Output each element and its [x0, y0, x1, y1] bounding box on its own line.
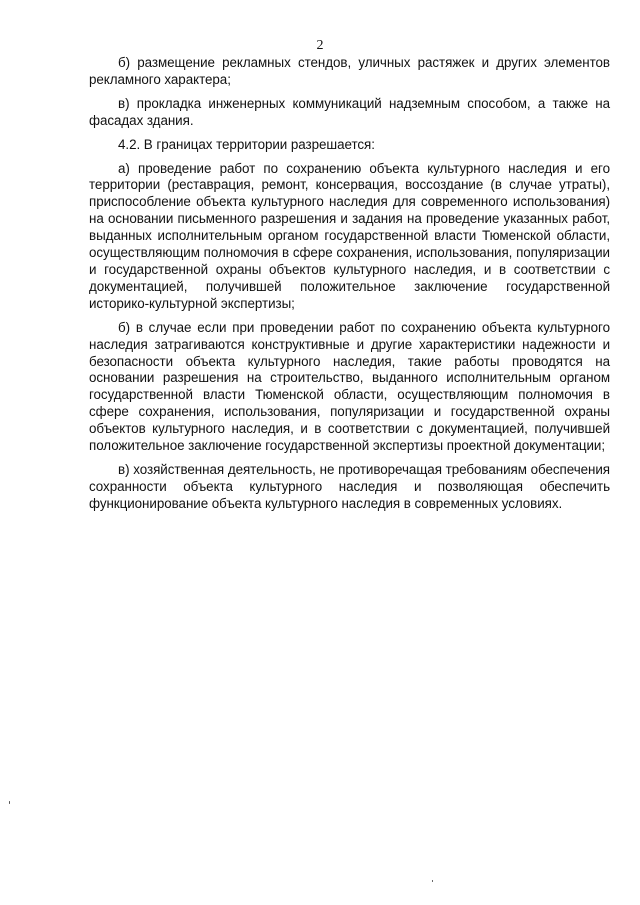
paragraph-a-preservation-works: а) проведение работ по сохранению объекта культурного наследия и его территории (реставрация, ремонт, консервация, воссоздание (в случае утраты), приспособление объекта культурного наследия для современного использования) на основании письменного разрешения и задания на проведение указанных работ, выданных исполнительным органом государственной власти Тюменской области, осуществляющим полномочия в сфере сохранения, использования, популяризации и государственной охраны объектов культурного наследия, и в соответствии с документацией, получившей положительное заключение государственной историко-культурной экспертизы; — [89, 160, 610, 311]
paragraph-6v-utilities: в) прокладка инженерных коммуникаций надземным способом, а также на фасадах здания. — [89, 95, 610, 128]
document-body — [89, 55, 610, 520]
paragraph-6b-advertising: б) размещение рекламных стендов, уличных растяжек и других элементов рекламного характера; — [89, 55, 610, 87]
scan-mark-bottom — [432, 880, 433, 882]
paragraph-4-2-heading: 4.2. В границах территории разрешается: — [118, 136, 375, 152]
paragraph-b-construction-permit: б) в случае если при проведении работ по сохранению объекта культурного наследия затрагиваются конструктивные и другие характеристики надежности и безопасности объекта культурного наследия, такие работы проводятся на основании разрешения на строительство, выданного исполнительным органом государственной власти Тюменской области, осуществляющим полномочия в сфере сохранения, использования, популяризации и государственной охраны объектов культурного наследия, и в соответствии с документацией, получившей положительное заключение государственной экспертизы проектной документации; — [89, 319, 610, 454]
page-number: 2 — [316, 38, 324, 53]
scan-mark-left — [9, 801, 10, 804]
paragraph-v-economic-activity: в) хозяйственная деятельность, не противоречащая требованиям обеспечения сохранности объекта культурного наследия и позволяющая обеспечить функционирование объекта культурного наследия в современных условиях. — [89, 461, 610, 511]
